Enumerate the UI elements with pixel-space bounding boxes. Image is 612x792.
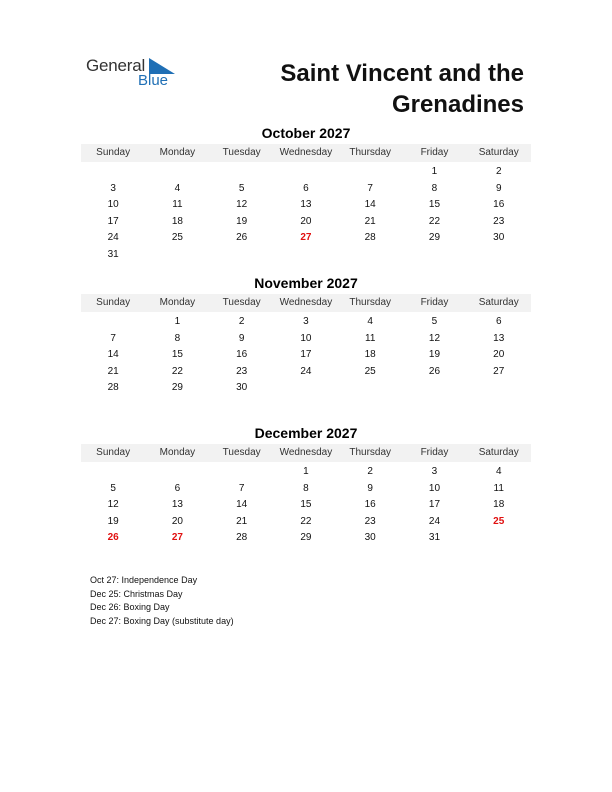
calendar-day: 12 xyxy=(428,332,441,344)
calendar-empty-cell xyxy=(210,164,274,181)
calendar-day: 14 xyxy=(236,499,248,511)
logo-word-blue: Blue xyxy=(138,72,169,89)
weekday-label: Monday xyxy=(159,447,196,458)
calendar-empty-cell xyxy=(402,380,466,397)
calendar-day: 10 xyxy=(107,199,119,211)
calendar-day: 27 xyxy=(300,232,312,244)
calendar-day: 18 xyxy=(493,499,505,511)
calendar-day: 14 xyxy=(107,349,119,361)
calendar-day: 13 xyxy=(171,499,183,511)
weekday-label: Thursday xyxy=(349,297,392,308)
calendar-week-row xyxy=(81,230,531,247)
calendar-day: 29 xyxy=(171,382,183,394)
calendar-day: 24 xyxy=(428,515,441,527)
calendar-day: 16 xyxy=(493,199,505,211)
calendar-day: 28 xyxy=(236,532,248,544)
calendar-day: 11 xyxy=(172,199,183,211)
calendar-week-row xyxy=(81,164,531,181)
calendar-empty-cell xyxy=(274,164,338,181)
calendar-day: 19 xyxy=(107,515,119,527)
calendar-day: 10 xyxy=(428,482,441,494)
calendar-empty-cell xyxy=(145,464,209,481)
calendar-day: 19 xyxy=(428,349,441,361)
calendar-day: 1 xyxy=(303,466,309,477)
calendar-empty-cell xyxy=(467,530,531,547)
calendar-week-row xyxy=(81,514,531,531)
calendar-day: 14 xyxy=(364,199,376,211)
month-december xyxy=(81,424,531,547)
weekday-label: Saturday xyxy=(478,447,519,458)
calendar-day: 28 xyxy=(364,232,376,244)
calendar-week-row xyxy=(81,331,531,348)
calendar-day: 18 xyxy=(364,349,376,361)
calendar-day: 5 xyxy=(238,182,245,194)
weekday-label: Saturday xyxy=(478,297,519,308)
calendar-day: 21 xyxy=(107,365,119,377)
calendar-day: 28 xyxy=(107,382,119,394)
calendar-day: 25 xyxy=(364,365,376,377)
calendar-day: 22 xyxy=(171,365,183,377)
calendar-week-row xyxy=(81,464,531,481)
calendar-week-row xyxy=(81,364,531,381)
calendar-day: 15 xyxy=(300,499,312,511)
month-october xyxy=(81,124,531,264)
weekday-label: Friday xyxy=(420,297,449,308)
calendar-grid xyxy=(81,312,531,397)
month-title: December 2027 xyxy=(254,425,358,441)
calendar-day: 26 xyxy=(428,365,441,377)
weekday-header xyxy=(81,144,531,162)
calendar-day: 18 xyxy=(171,215,183,227)
calendar-day: 3 xyxy=(303,316,309,327)
calendar-day: 15 xyxy=(171,349,183,361)
calendar-day: 13 xyxy=(300,199,312,211)
weekday-header xyxy=(81,444,531,462)
weekday-label: Saturday xyxy=(478,147,519,158)
calendar-empty-cell xyxy=(210,247,274,264)
holiday-note: Dec 27: Boxing Day (substitute day) xyxy=(90,616,234,627)
calendar-day: 9 xyxy=(495,182,502,194)
holiday-note: Oct 27: Independence Day xyxy=(90,575,198,585)
calendar-day: 2 xyxy=(495,166,502,177)
calendar-day: 25 xyxy=(493,515,505,527)
calendar-day: 2 xyxy=(367,466,373,477)
calendar-day: 5 xyxy=(110,482,116,494)
calendar-day: 16 xyxy=(364,499,376,511)
calendar-empty-cell xyxy=(210,464,274,481)
month-title: November 2027 xyxy=(254,275,358,291)
calendar-empty-cell xyxy=(338,247,402,264)
weekday-label: Wednesday xyxy=(279,147,333,158)
calendar-day: 6 xyxy=(303,182,309,194)
calendar-day: 9 xyxy=(367,482,373,494)
calendar-empty-cell xyxy=(145,164,209,181)
calendar-week-row xyxy=(81,247,531,264)
calendar-day: 4 xyxy=(367,316,373,327)
calendar-day: 6 xyxy=(495,316,502,327)
calendar-day: 6 xyxy=(174,482,181,494)
weekday-label: Tuesday xyxy=(222,297,261,308)
month-title: October 2027 xyxy=(261,125,351,141)
calendar-day: 11 xyxy=(365,332,376,344)
weekday-label: Thursday xyxy=(349,447,392,458)
calendar-day: 12 xyxy=(107,499,119,511)
calendar-day: 30 xyxy=(364,532,376,544)
calendar-empty-cell xyxy=(274,380,338,397)
holiday-note: Dec 26: Boxing Day xyxy=(90,602,170,613)
calendar-empty-cell xyxy=(81,164,145,181)
calendar-day: 26 xyxy=(107,532,119,544)
calendar-day: 15 xyxy=(428,199,441,211)
calendar-day: 24 xyxy=(107,232,119,244)
calendar-week-row xyxy=(81,197,531,214)
calendar-day: 23 xyxy=(236,365,248,377)
calendar-day: 26 xyxy=(236,232,248,244)
calendar-day: 25 xyxy=(171,232,183,244)
calendar-day: 20 xyxy=(171,515,183,527)
calendar-week-row xyxy=(81,497,531,514)
weekday-label: Tuesday xyxy=(222,447,261,458)
calendar-empty-cell xyxy=(81,464,145,481)
weekday-label: Monday xyxy=(159,297,196,308)
calendar-empty-cell xyxy=(467,247,531,264)
calendar-day: 1 xyxy=(174,316,181,327)
calendar-day: 19 xyxy=(236,215,248,227)
calendar-day: 30 xyxy=(236,382,248,394)
calendar-day: 22 xyxy=(428,215,441,227)
general-blue-logo xyxy=(86,56,186,92)
calendar-day: 8 xyxy=(303,482,309,494)
weekday-header xyxy=(81,294,531,312)
calendar-empty-cell xyxy=(467,380,531,397)
calendar-day: 20 xyxy=(300,215,312,227)
calendar-week-row xyxy=(81,380,531,397)
calendar-day: 16 xyxy=(236,349,248,361)
calendar-grid xyxy=(81,462,531,547)
calendar-day: 20 xyxy=(493,349,505,361)
country-title-line1: Saint Vincent and the xyxy=(280,60,524,87)
calendar-day: 5 xyxy=(431,316,438,327)
calendar-day: 17 xyxy=(107,215,119,227)
calendar-day: 7 xyxy=(110,332,116,344)
calendar-day: 10 xyxy=(300,332,312,344)
calendar-week-row xyxy=(81,181,531,198)
calendar-day: 24 xyxy=(300,365,312,377)
calendar-empty-cell xyxy=(81,314,145,331)
calendar-day: 21 xyxy=(364,215,376,227)
calendar-day: 12 xyxy=(236,199,248,211)
calendar-day: 23 xyxy=(364,515,376,527)
calendar-day: 4 xyxy=(174,182,181,194)
calendar-empty-cell xyxy=(274,247,338,264)
holiday-list xyxy=(90,574,234,629)
weekday-label: Wednesday xyxy=(279,297,333,308)
weekday-label: Sunday xyxy=(96,147,131,158)
calendar-day: 4 xyxy=(495,466,502,477)
calendar-day: 7 xyxy=(238,482,245,494)
calendar-empty-cell xyxy=(402,247,466,264)
calendar-day: 31 xyxy=(428,532,441,544)
weekday-label: Sunday xyxy=(96,447,131,458)
country-title-line2: Grenadines xyxy=(391,91,524,118)
weekday-label: Sunday xyxy=(96,297,131,308)
month-november xyxy=(81,274,531,397)
weekday-label: Friday xyxy=(420,447,449,458)
weekday-label: Monday xyxy=(159,147,196,158)
calendar-day: 17 xyxy=(428,499,441,511)
calendar-day: 31 xyxy=(107,248,119,260)
logo-word-general: General xyxy=(86,56,146,75)
calendar-day: 27 xyxy=(493,365,505,377)
calendar-week-row xyxy=(81,530,531,547)
calendar-week-row xyxy=(81,481,531,498)
holiday-note: Dec 25: Christmas Day xyxy=(90,588,183,599)
calendar-day: 27 xyxy=(171,532,183,544)
calendar-day: 7 xyxy=(367,182,373,194)
calendar-day: 29 xyxy=(300,532,312,544)
calendar-day: 8 xyxy=(174,332,181,344)
country-title xyxy=(204,58,524,120)
calendar-day: 30 xyxy=(493,232,505,244)
calendar-week-row xyxy=(81,214,531,231)
calendar-week-row xyxy=(81,314,531,331)
calendar-day: 29 xyxy=(428,232,441,244)
calendar-day: 13 xyxy=(493,332,505,344)
calendar-day: 17 xyxy=(300,349,312,361)
calendar-day: 9 xyxy=(238,332,245,344)
calendar-grid xyxy=(81,162,531,264)
calendar-day: 3 xyxy=(110,182,116,194)
calendar-empty-cell xyxy=(145,247,209,264)
calendar-day: 2 xyxy=(238,316,245,327)
calendar-week-row xyxy=(81,347,531,364)
calendar-day: 3 xyxy=(431,466,438,477)
calendar-day: 11 xyxy=(493,482,504,494)
calendar-empty-cell xyxy=(338,164,402,181)
calendar-day: 23 xyxy=(493,215,505,227)
calendar-day: 22 xyxy=(300,515,312,527)
weekday-label: Wednesday xyxy=(279,447,333,458)
calendar-day: 1 xyxy=(431,166,438,177)
calendar-empty-cell xyxy=(338,380,402,397)
weekday-label: Thursday xyxy=(349,147,392,158)
calendar-day: 8 xyxy=(431,182,438,194)
weekday-label: Tuesday xyxy=(222,147,261,158)
calendar-day: 21 xyxy=(236,515,248,527)
weekday-label: Friday xyxy=(420,147,449,158)
